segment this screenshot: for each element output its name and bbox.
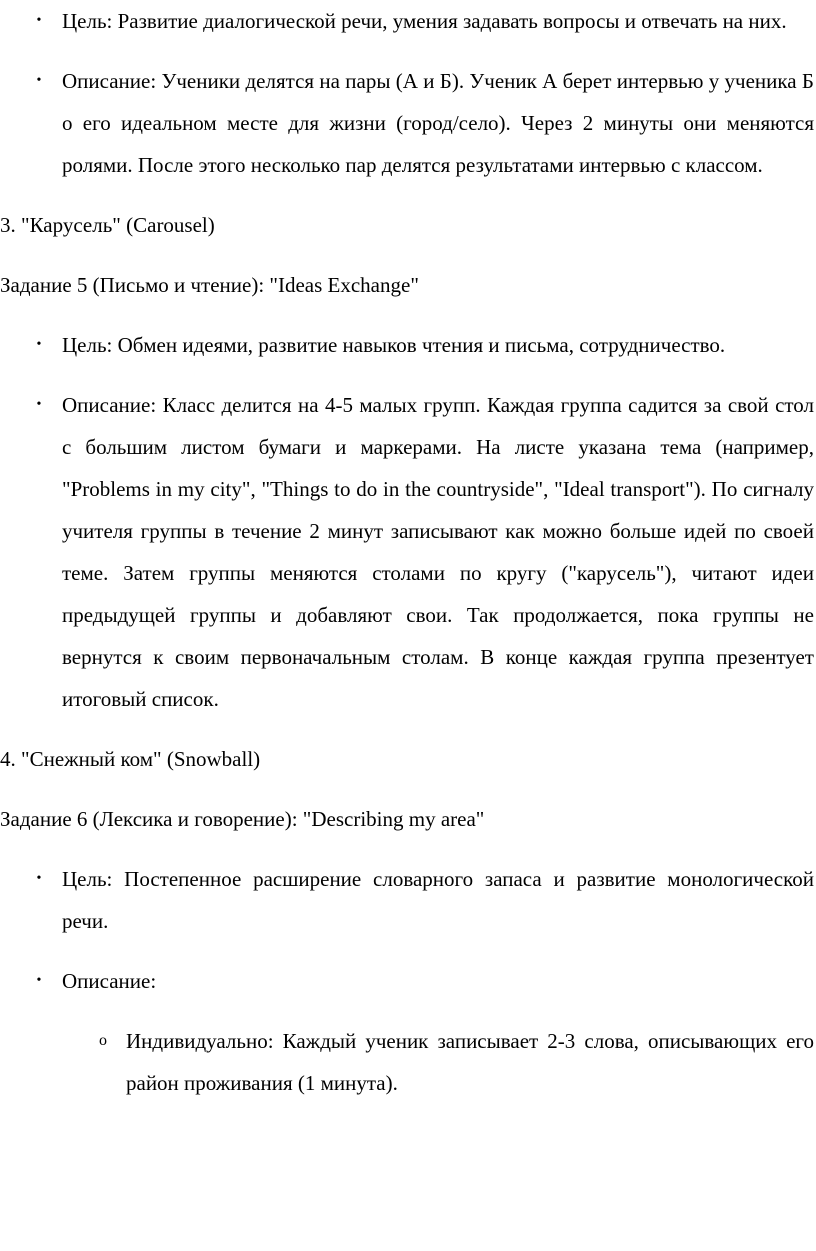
bullet-icon: • xyxy=(36,13,42,28)
list-item-goal-1 xyxy=(0,0,816,42)
bullet-icon: • xyxy=(36,973,42,988)
description-text-6: Описание: xyxy=(62,969,157,993)
list-item-description-1 xyxy=(0,60,816,186)
bullet-icon: • xyxy=(36,73,42,88)
bullet-icon: • xyxy=(36,337,42,352)
sub-list-item-individual xyxy=(0,1020,816,1104)
list-item-goal-6 xyxy=(0,858,816,942)
bullet-icon: • xyxy=(36,871,42,886)
technique-4-heading: 4. "Снежный ком" (Snowball) xyxy=(0,747,261,771)
goal-text-6: Цель: Постепенное расширение словарного запаса и развитие монологической речи. xyxy=(62,867,814,933)
technique-3-heading: 3. "Карусель" (Carousel) xyxy=(0,213,215,237)
list-item-description-5 xyxy=(0,384,816,720)
list-item-description-6 xyxy=(0,960,816,1002)
circle-bullet-icon: o xyxy=(99,1032,107,1049)
description-text-5: Описание: Класс делится на 4-5 малых групп. Каждая группа садится за свой стол с большим листом бумаги и маркерами. На листе указана тема (например, "Problems in my city", "Things to do in the countryside", "Ideal transport"). По сигналу учителя группы в течение 2 минут записывают как можно больше идей по своей теме. Затем группы меняются столами по кругу ("карусель"), читают идеи предыдущей группы и добавляют свои. Так продолжается, пока группы не вернутся к своим первоначальным столам. В конце каждая группа презентует итоговый список. xyxy=(62,393,814,711)
list-item-goal-5 xyxy=(0,324,816,366)
task-5-title: Задание 5 (Письмо и чтение): "Ideas Exchange" xyxy=(0,273,419,297)
description-text-1: Описание: Ученики делятся на пары (А и Б). Ученик А берет интервью у ученика Б о его идеальном месте для жизни (город/село). Через 2 минуты они меняются ролями. После этого несколько пар делятся результатами интервью с классом. xyxy=(62,69,814,177)
individual-step-text: Индивидуально: Каждый ученик записывает 2-3 слова, описывающих его район проживания (1 минута). xyxy=(126,1029,814,1095)
bullet-icon: • xyxy=(36,397,42,412)
task-6-title: Задание 6 (Лексика и говорение): "Describing my area" xyxy=(0,807,485,831)
goal-text-1: Цель: Развитие диалогической речи, умения задавать вопросы и отвечать на них. xyxy=(62,9,787,33)
goal-text-5: Цель: Обмен идеями, развитие навыков чтения и письма, сотрудничество. xyxy=(62,333,726,357)
